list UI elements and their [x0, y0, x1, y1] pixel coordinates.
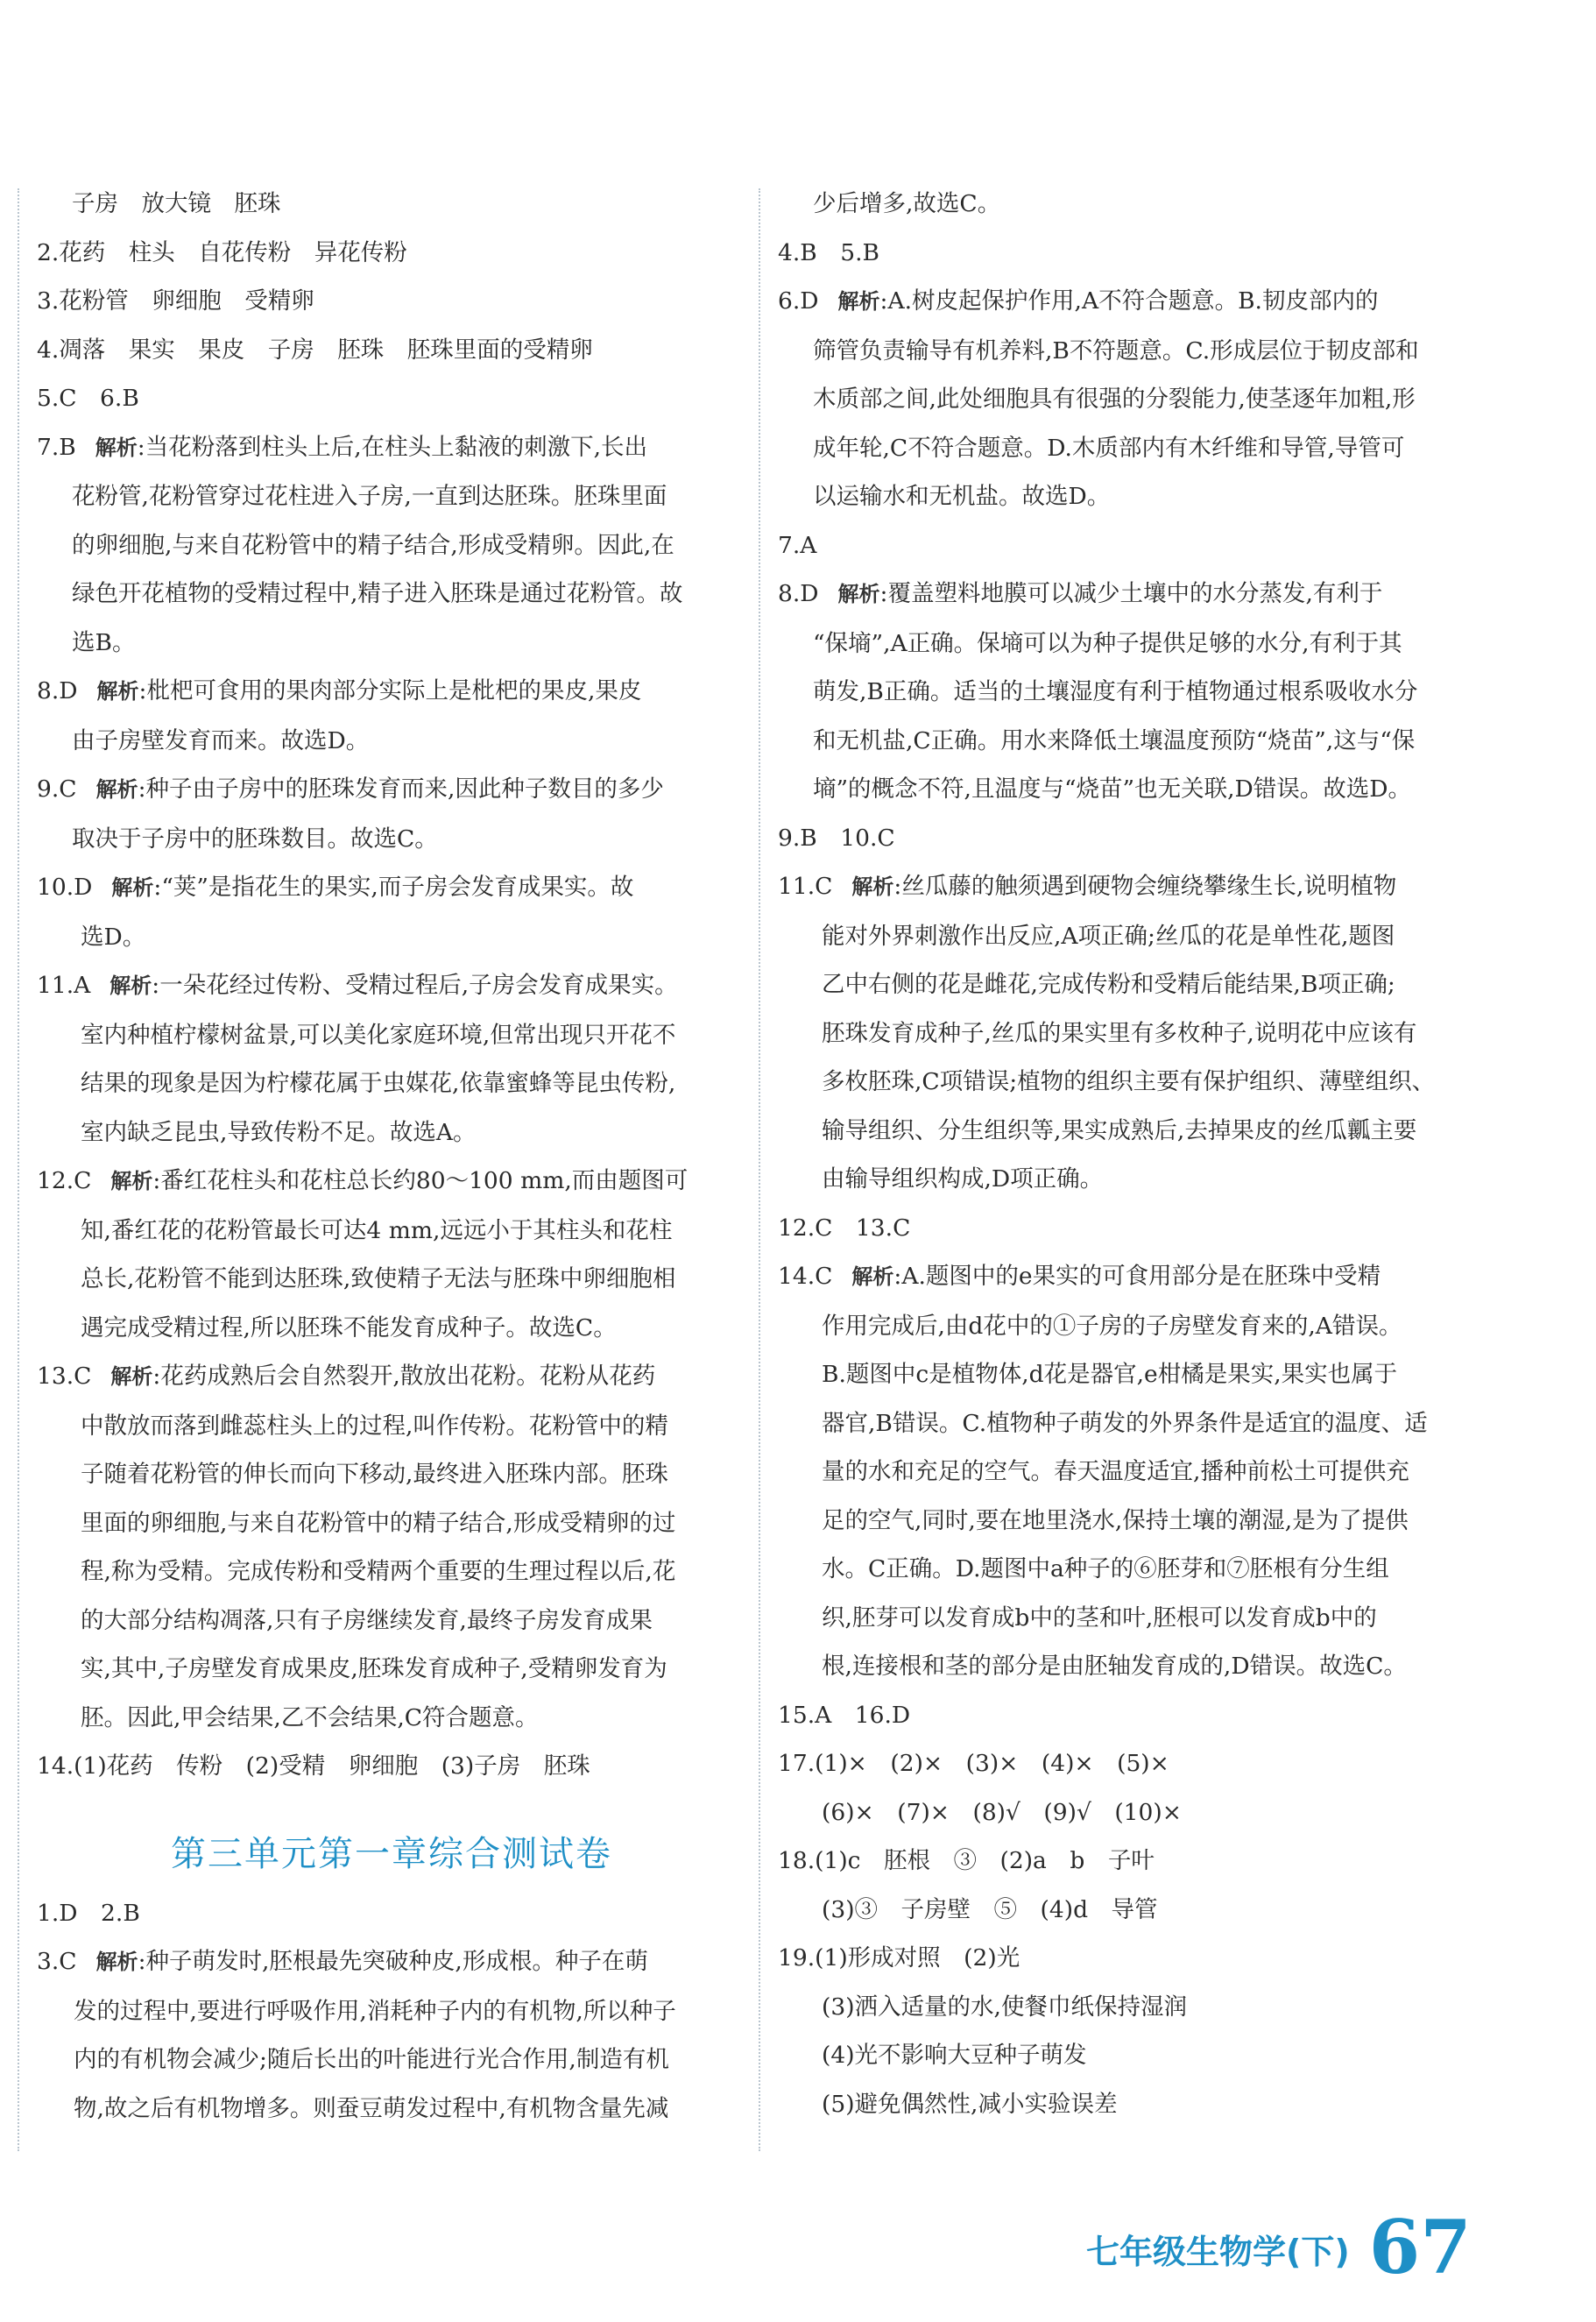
analysis-text: :种子萌发时,胚根最先突破种皮,形成根。种子在萌 — [138, 1948, 648, 1975]
answer-text: 的大部分结构凋落,只有子房继续发育,最终子房发育成果 — [81, 1606, 653, 1634]
answer-line — [37, 1937, 746, 1987]
answer-text: “保墒”,A正确。保墒可以为种子提供足够的水分,有利于其 — [813, 629, 1402, 657]
answer-text: 胚珠发育成种子,丝瓜的果实里有多枚种子,说明花中应该有 — [822, 1019, 1417, 1047]
answer-text: 14.(1)花药 传粉 (2)受精 卵细胞 (3)子房 胚珠 — [37, 1752, 590, 1780]
answer-text: 9.C — [37, 775, 77, 803]
answer-text: 物,故之后有机物增多。则蚕豆萌发过程中,有机物含量先减 — [74, 2094, 669, 2122]
answer-text: 2.花药 柱头 自花传粉 异花传粉 — [37, 238, 407, 266]
answer-text: 墒”的概念不符,且温度与“烧苗”也无关联,D错误。故选D。 — [813, 775, 1411, 803]
answer-text: 筛管负责输导有机养料,B不符题意。C.形成层位于韧皮部和 — [813, 336, 1419, 365]
answer-line — [778, 1983, 1505, 2032]
answer-text: 由输导组织构成,D项正确。 — [822, 1165, 1104, 1193]
answer-text: 发的过程中,要进行呼吸作用,消耗种子内的有机物,所以种子 — [74, 1997, 676, 2025]
answer-line — [778, 375, 1505, 424]
answer-text: 13.C — [37, 1363, 92, 1390]
analysis-text: :丝瓜藤的触须遇到硬物会缠绕攀缘生长,说明植物 — [893, 873, 1397, 900]
answer-line — [778, 1448, 1505, 1497]
answer-line — [778, 1302, 1505, 1351]
answer-line — [778, 277, 1505, 327]
answer-text: 多枚胚珠,C项错误;植物的组织主要有保护组织、薄壁组织、 — [822, 1068, 1436, 1095]
analysis-label: 解析 — [110, 1169, 153, 1193]
answer-text: 10.D — [37, 874, 93, 901]
answer-line — [778, 570, 1505, 619]
answer-line — [778, 2031, 1505, 2080]
answer-line — [37, 570, 746, 619]
answer-line — [778, 1788, 1505, 1837]
answer-line — [778, 1642, 1505, 1691]
answer-text: (4)光不影响大豆种子萌发 — [822, 2042, 1087, 2069]
answer-text: (3)③ 子房壁 ⑤ (4)d 导管 — [822, 1895, 1158, 1923]
answer-line — [37, 1987, 746, 2036]
page-number: 67 — [1368, 2204, 1472, 2290]
answer-text: 根,连接根和茎的部分是由胚轴发育成的,D错误。故选C。 — [822, 1653, 1407, 1680]
answer-text: 8.D — [37, 677, 78, 704]
answer-line — [778, 1934, 1505, 1983]
answer-text: 3.花粉管 卵细胞 受精卵 — [37, 287, 314, 315]
answer-text: 内的有机物会减少;随后长出的叶能进行光合作用,制造有机 — [74, 2046, 669, 2073]
answer-text: 水。C正确。D.题图中a种子的⑥胚芽和⑦胚根有分生组 — [822, 1555, 1389, 1582]
answer-line — [37, 423, 746, 473]
answer-line — [37, 326, 746, 375]
answer-line — [37, 1011, 746, 1060]
answer-line — [778, 1204, 1505, 1253]
answer-line — [37, 1499, 746, 1548]
analysis-text: :种子由子房中的胚珠发育而来,因此种子数目的多少 — [138, 775, 664, 803]
answer-line — [778, 2080, 1505, 2129]
answer-line — [778, 717, 1505, 766]
analysis-text: :A.题图中的e果实的可食用部分是在胚珠中受精 — [893, 1263, 1381, 1290]
answer-text: 的卵细胞,与来自花粉管中的精子结合,形成受精卵。因此,在 — [72, 531, 674, 559]
answer-line — [37, 1450, 746, 1499]
left-answers-after-title — [37, 1889, 746, 2134]
answer-line — [37, 815, 746, 864]
right-answers — [778, 180, 1505, 2128]
analysis-text: :花药成熟后会自然裂开,散放出花粉。花粉从花药 — [152, 1363, 656, 1390]
answer-line — [778, 1107, 1505, 1156]
answer-line — [37, 863, 746, 913]
answer-text: 少后增多,故选C。 — [813, 190, 1001, 217]
analysis-label: 解析 — [110, 1364, 153, 1389]
answer-line — [37, 2085, 746, 2134]
answer-text: (3)洒入适量的水,使餐巾纸保持湿润 — [822, 1993, 1187, 2021]
column-divider — [759, 188, 760, 2151]
answer-text: 11.C — [778, 873, 833, 900]
answer-text: 足的空气,同时,要在地里浇水,保持土壤的潮湿,是为了提供 — [822, 1506, 1409, 1534]
answer-line — [37, 229, 746, 278]
answer-line — [37, 1889, 746, 1938]
answer-text: 选D。 — [81, 923, 146, 951]
analysis-label: 解析 — [109, 973, 152, 998]
answer-line — [778, 1886, 1505, 1935]
answer-line — [778, 1399, 1505, 1448]
answer-text: 15.A 16.D — [778, 1701, 911, 1729]
right-column — [778, 180, 1505, 2128]
answer-line — [778, 1252, 1505, 1302]
analysis-text: :A.树皮起保护作用,A不符合题意。B.韧皮部内的 — [879, 287, 1379, 315]
answer-line — [37, 667, 746, 717]
answer-text: 实,其中,子房壁发育成果皮,胚珠发育成种子,受精卵发育为 — [81, 1655, 667, 1682]
answer-text: 3.C — [37, 1948, 77, 1975]
answer-line — [778, 1691, 1505, 1740]
answer-text: 8.D — [778, 580, 819, 607]
answer-line — [778, 765, 1505, 814]
answer-text: 能对外界刺激作出反应,A项正确;丝瓜的花是单性花,题图 — [822, 922, 1395, 950]
analysis-text: :一朵花经过传粉、受精过程后,子房会发育成果实。 — [152, 972, 678, 999]
answer-line — [778, 619, 1505, 669]
answer-line — [37, 1157, 746, 1207]
left-column — [37, 180, 746, 2133]
answer-line — [37, 180, 746, 229]
answer-line — [778, 472, 1505, 521]
answer-text: 绿色开花植物的受精过程中,精子进入胚珠是通过花粉管。故 — [72, 580, 683, 607]
answer-line — [778, 1155, 1505, 1204]
answer-line — [37, 1304, 746, 1353]
answer-text: 量的水和充足的空气。春天温度适宜,播种前松土可提供充 — [822, 1458, 1409, 1485]
answer-line — [37, 1255, 746, 1304]
answer-text: 作用完成后,由d花中的①子房的子房壁发育来的,A错误。 — [822, 1312, 1402, 1340]
answer-text: 输导组织、分生组织等,果实成熟后,去掉果皮的丝瓜瓤主要 — [822, 1116, 1417, 1144]
analysis-label: 解析 — [851, 1264, 894, 1289]
answer-line — [778, 912, 1505, 961]
answer-text: 11.A — [37, 972, 91, 999]
answer-text: 以运输水和无机盐。故选D。 — [813, 483, 1111, 510]
answer-line — [37, 913, 746, 962]
answer-text: B.题图中c是植物体,d花是器官,e柑橘是果实,果实也属于 — [822, 1361, 1398, 1388]
analysis-text: :“荚”是指花生的果实,而子房会发育成果实。故 — [153, 874, 634, 901]
answer-text: 6.D — [778, 287, 819, 315]
answer-text: 室内种植柠檬树盆景,可以美化家庭环境,但常出现只开花不 — [81, 1021, 676, 1049]
answer-line — [778, 1739, 1505, 1788]
answer-text: 程,称为受精。完成传粉和受精两个重要的生理过程以后,花 — [81, 1558, 676, 1585]
answer-line — [37, 1547, 746, 1596]
analysis-label: 解析 — [95, 435, 138, 460]
answer-line — [37, 717, 746, 766]
answer-line — [778, 668, 1505, 717]
answer-line — [778, 960, 1505, 1009]
answer-text: 子随着花粉管的伸长而向下移动,最终进入胚珠内部。胚珠 — [81, 1461, 668, 1488]
answer-text: 总长,花粉管不能到达胚珠,致使精子无法与胚珠中卵细胞相 — [81, 1265, 676, 1292]
answer-text: 室内缺乏昆虫,导致传粉不足。故选A。 — [81, 1118, 477, 1146]
answer-line — [37, 619, 746, 668]
analysis-label: 解析 — [837, 582, 880, 606]
answer-text: 木质部之间,此处细胞具有很强的分裂能力,使茎逐年加粗,形 — [813, 386, 1416, 413]
answer-text: 知,番红花的花粉管最长可达4 mm,远远小于其柱头和花柱 — [81, 1216, 673, 1244]
answer-text: 7.B — [37, 433, 76, 461]
analysis-text: :枇杷可食用的果肉部分实际上是枇杷的果皮,果皮 — [138, 677, 642, 704]
answer-text: 5.C 6.B — [37, 385, 139, 412]
left-margin-divider — [18, 188, 19, 2151]
analysis-text: :覆盖塑料地膜可以减少土壤中的水分蒸发,有利于 — [879, 580, 1383, 607]
answer-text: 9.B 10.C — [778, 824, 895, 852]
answer-text: 里面的卵细胞,与来自花粉管中的精子结合,形成受精卵的过 — [81, 1509, 676, 1537]
analysis-text: :番红花柱头和花柱总长约80～100 mm,而由题图可 — [152, 1167, 689, 1194]
answer-line — [778, 862, 1505, 912]
answer-text: 4.凋落 果实 果皮 子房 胚珠 胚珠里面的受精卵 — [37, 336, 593, 364]
answer-text: 萌发,B正确。适当的土壤湿度有利于植物通过根系吸收水分 — [813, 678, 1418, 705]
answer-line — [37, 374, 746, 423]
answer-text: 花粉管,花粉管穿过花柱进入子房,一直到达胚珠。胚珠里面 — [72, 483, 667, 510]
analysis-label: 解析 — [96, 679, 139, 704]
answer-line — [778, 1594, 1505, 1643]
answer-line — [37, 1596, 746, 1646]
answer-text: 19.(1)形成对照 (2)光 — [778, 1944, 1020, 1972]
answer-line — [778, 1009, 1505, 1058]
answer-text: 选B。 — [72, 628, 136, 656]
answer-text: 由子房壁发育而来。故选D。 — [72, 726, 370, 754]
left-answers-before-title — [37, 180, 746, 1791]
answer-line — [778, 521, 1505, 570]
answer-text: 14.C — [778, 1263, 833, 1290]
page-footer — [1086, 2191, 1472, 2290]
answer-line — [778, 229, 1505, 278]
answer-text: 和无机盐,C正确。用水来降低土壤温度预防“烧苗”,这与“保 — [813, 726, 1416, 754]
answer-line — [37, 472, 746, 521]
answer-text: (5)避免偶然性,减小实验误差 — [822, 2090, 1118, 2118]
answer-line — [37, 521, 746, 570]
answer-line — [37, 1645, 746, 1694]
answer-line — [778, 180, 1505, 229]
answer-text: 结果的现象是因为柠檬花属于虫媒花,依靠蜜蜂等昆虫传粉, — [81, 1070, 676, 1097]
answer-line — [778, 424, 1505, 473]
answer-text: 7.A — [778, 531, 817, 559]
answer-line — [37, 1742, 746, 1791]
answer-text: 12.C — [37, 1167, 92, 1194]
analysis-label: 解析 — [95, 777, 138, 802]
answer-text: 18.(1)c 胚根 ③ (2)a b 子叶 — [778, 1847, 1155, 1874]
answer-text: 4.B 5.B — [778, 238, 880, 266]
analysis-label: 解析 — [111, 875, 154, 900]
answer-text: 1.D 2.B — [37, 1899, 140, 1927]
answer-line — [37, 1059, 746, 1108]
answer-text: 12.C 13.C — [778, 1214, 911, 1242]
analysis-label: 解析 — [95, 1950, 138, 1974]
answer-text: 子房 放大镜 胚珠 — [72, 190, 281, 217]
answer-text: 胚。因此,甲会结果,乙不会结果,C符合题意。 — [81, 1703, 539, 1731]
answer-line — [778, 1058, 1505, 1107]
answer-line — [778, 327, 1505, 376]
answer-line — [37, 765, 746, 815]
answer-text: 成年轮,C不符合题意。D.木质部内有木纤维和导管,导管可 — [813, 434, 1405, 462]
answer-line — [778, 1545, 1505, 1594]
answer-line — [37, 1694, 746, 1743]
answer-text: 17.(1)× (2)× (3)× (4)× (5)× — [778, 1750, 1169, 1777]
answer-text: 遇完成受精过程,所以胚珠不能发育成种子。故选C。 — [81, 1313, 617, 1342]
answer-text: 器官,B错误。C.植物种子萌发的外界条件是适宜的温度、适 — [822, 1409, 1428, 1437]
answer-text: 乙中右侧的花是雌花,完成传粉和受精后能结果,B项正确; — [822, 971, 1395, 998]
answer-line — [37, 1402, 746, 1451]
answer-text: 取决于子房中的胚珠数目。故选C。 — [72, 825, 438, 853]
answer-line — [37, 277, 746, 326]
analysis-text: :当花粉落到柱头上后,在柱头上黏液的刺激下,长出 — [137, 433, 648, 461]
answer-line — [37, 1108, 746, 1157]
answer-line — [778, 1497, 1505, 1546]
answer-text: (6)× (7)× (8)√ (9)√ (10)× — [822, 1798, 1182, 1826]
answer-line — [778, 814, 1505, 863]
answer-line — [37, 961, 746, 1011]
answer-line — [37, 1207, 746, 1256]
analysis-label: 解析 — [851, 874, 894, 899]
answer-line — [37, 2035, 746, 2085]
section-title: 第三单元第一章综合测试卷 — [171, 1833, 612, 1874]
answer-text: 织,胚芽可以发育成b中的茎和叶,胚根可以发育成b中的 — [822, 1603, 1377, 1632]
answer-text: 中散放而落到雌蕊柱头上的过程,叫作传粉。花粉管中的精 — [81, 1412, 668, 1440]
answer-line — [778, 1837, 1505, 1886]
book-title: 七年级生物学(下) — [1086, 2233, 1350, 2271]
answer-line — [778, 1350, 1505, 1399]
answer-line — [37, 1352, 746, 1402]
analysis-label: 解析 — [837, 289, 880, 314]
